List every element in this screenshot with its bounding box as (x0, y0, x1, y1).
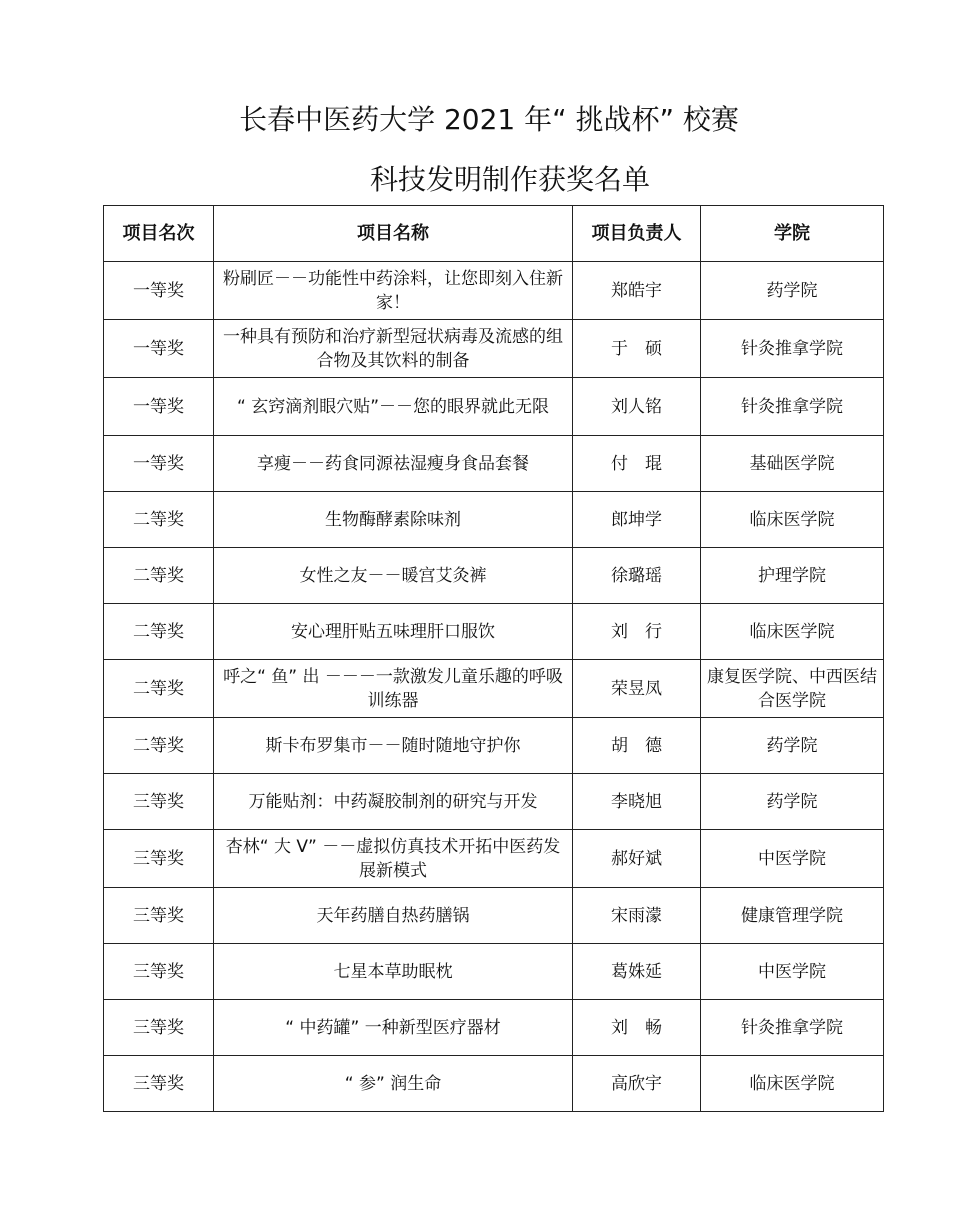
cell-leader: 荣昱凤 (573, 660, 701, 718)
cell-rank: 一等奖 (104, 378, 214, 436)
cell-college: 临床医学院 (701, 604, 884, 660)
table-row (104, 548, 884, 604)
cell-college: 护理学院 (701, 548, 884, 604)
cell-project: 生物酶酵素除味剂 (214, 492, 573, 548)
cell-college: 针灸推拿学院 (701, 1000, 884, 1056)
cell-rank: 二等奖 (104, 548, 214, 604)
header-college: 学院 (701, 206, 884, 262)
cell-project: 七星本草助眠枕 (214, 944, 573, 1000)
cell-leader: 高欣宇 (573, 1056, 701, 1112)
awards-table (103, 205, 884, 1112)
cell-rank: 二等奖 (104, 718, 214, 774)
table-row (104, 604, 884, 660)
cell-leader: 刘 畅 (573, 1000, 701, 1056)
cell-rank: 三等奖 (104, 1056, 214, 1112)
table-header-row (104, 206, 884, 262)
cell-project: 杏林“ 大 V” －－虚拟仿真技术开拓中医药发展新模式 (214, 830, 573, 888)
cell-leader: 葛姝延 (573, 944, 701, 1000)
cell-college: 药学院 (701, 262, 884, 320)
table-row (104, 830, 884, 888)
cell-rank: 二等奖 (104, 660, 214, 718)
cell-college: 临床医学院 (701, 1056, 884, 1112)
header-project: 项目名称 (214, 206, 573, 262)
cell-college: 康复医学院、中西医结合医学院 (701, 660, 884, 718)
cell-leader: 胡 德 (573, 718, 701, 774)
cell-rank: 一等奖 (104, 262, 214, 320)
cell-leader: 徐璐瑶 (573, 548, 701, 604)
cell-college: 针灸推拿学院 (701, 378, 884, 436)
document-subtitle: 科技发明制作获奖名单 (369, 163, 650, 196)
table-row (104, 718, 884, 774)
table-row (104, 774, 884, 830)
cell-college: 健康管理学院 (701, 888, 884, 944)
cell-college: 中医学院 (701, 944, 884, 1000)
cell-college: 临床医学院 (701, 492, 884, 548)
cell-project: 享瘦－－药食同源祛湿瘦身食品套餐 (214, 436, 573, 492)
table-row (104, 660, 884, 718)
cell-leader: 宋雨濛 (573, 888, 701, 944)
cell-project: 万能贴剂：中药凝胶制剂的研究与开发 (214, 774, 573, 830)
cell-project: 天年药膳自热药膳锅 (214, 888, 573, 944)
cell-college: 药学院 (701, 774, 884, 830)
header-leader: 项目负责人 (573, 206, 701, 262)
table-row (104, 492, 884, 548)
cell-rank: 二等奖 (104, 492, 214, 548)
cell-leader: 于 硕 (573, 320, 701, 378)
cell-college: 药学院 (701, 718, 884, 774)
table-body (104, 262, 884, 1112)
cell-project: 斯卡布罗集市－－随时随地守护你 (214, 718, 573, 774)
cell-rank: 三等奖 (104, 888, 214, 944)
table-row (104, 1056, 884, 1112)
cell-rank: 一等奖 (104, 320, 214, 378)
cell-leader: 刘人铭 (573, 378, 701, 436)
cell-leader: 李晓旭 (573, 774, 701, 830)
cell-project: 呼之“ 鱼” 出 －－－一款激发儿童乐趣的呼吸训练器 (214, 660, 573, 718)
table-row (104, 378, 884, 436)
cell-rank: 三等奖 (104, 774, 214, 830)
cell-project: 一种具有预防和治疗新型冠状病毒及流感的组合物及其饮料的制备 (214, 320, 573, 378)
table-row (104, 944, 884, 1000)
cell-project: “ 中药罐” 一种新型医疗器材 (214, 1000, 573, 1056)
cell-project: “ 玄窍滴剂眼穴贴”－－您的眼界就此无限 (214, 378, 573, 436)
table-row (104, 888, 884, 944)
cell-college: 针灸推拿学院 (701, 320, 884, 378)
cell-leader: 郑皓宇 (573, 262, 701, 320)
document-title: 长春中医药大学 2021 年“ 挑战杯” 校赛 (239, 103, 739, 136)
table-row (104, 1000, 884, 1056)
cell-leader: 郝好斌 (573, 830, 701, 888)
cell-leader: 付 琨 (573, 436, 701, 492)
cell-rank: 二等奖 (104, 604, 214, 660)
cell-rank: 三等奖 (104, 830, 214, 888)
cell-rank: 三等奖 (104, 944, 214, 1000)
cell-leader: 刘 行 (573, 604, 701, 660)
table-row (104, 262, 884, 320)
cell-college: 中医学院 (701, 830, 884, 888)
cell-project: “ 参” 润生命 (214, 1056, 573, 1112)
cell-college: 基础医学院 (701, 436, 884, 492)
cell-leader: 郎坤学 (573, 492, 701, 548)
cell-rank: 一等奖 (104, 436, 214, 492)
table-row (104, 320, 884, 378)
cell-project: 粉刷匠－－功能性中药涂料，让您即刻入住新家！ (214, 262, 573, 320)
header-rank: 项目名次 (104, 206, 214, 262)
cell-project: 女性之友－－暖宫艾灸裤 (214, 548, 573, 604)
cell-rank: 三等奖 (104, 1000, 214, 1056)
cell-project: 安心理肝贴五味理肝口服饮 (214, 604, 573, 660)
table-row (104, 436, 884, 492)
